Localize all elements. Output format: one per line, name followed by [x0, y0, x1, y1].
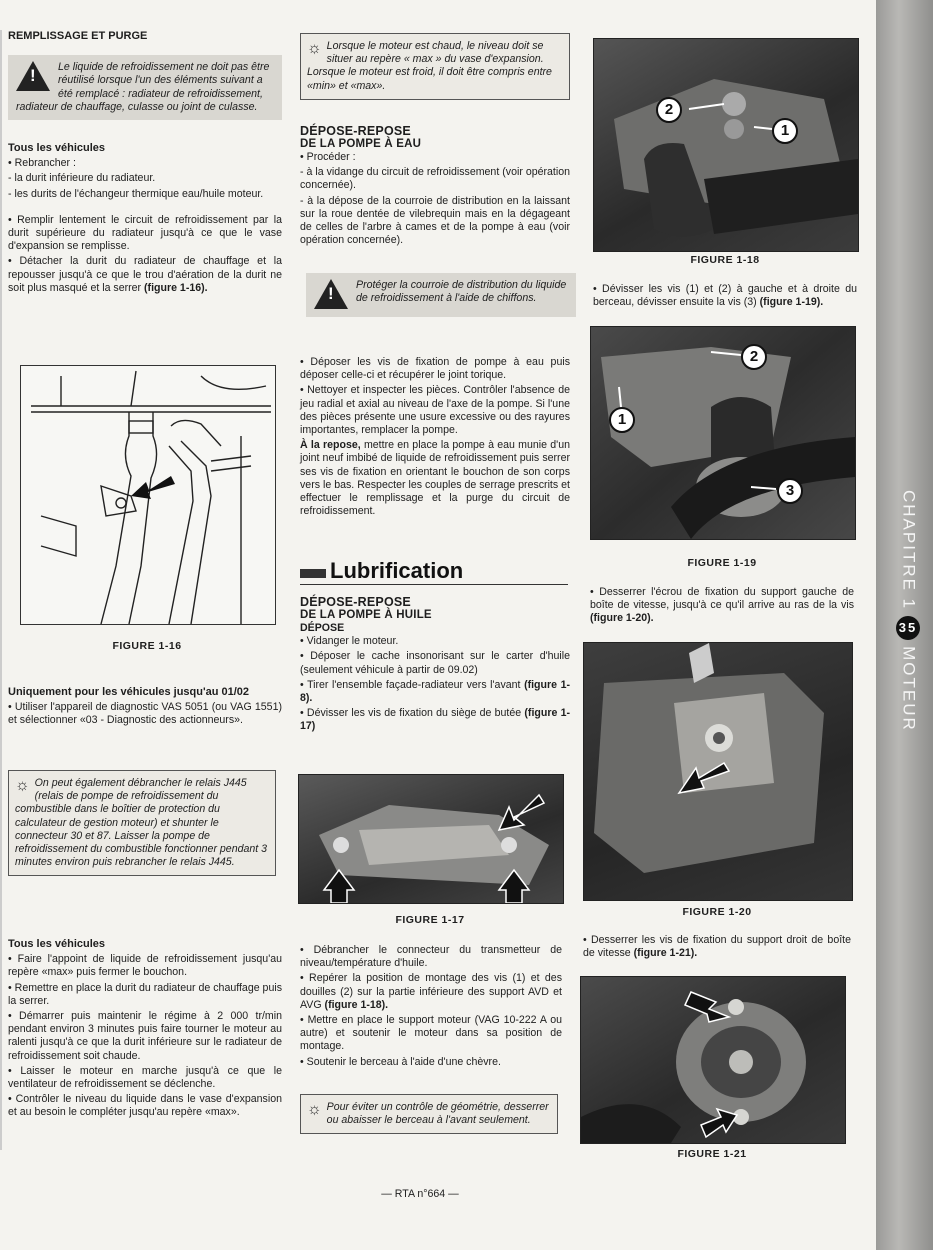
column-left-lower	[8, 686, 282, 730]
figure-ref: (figure 1-16).	[144, 281, 208, 294]
paragraph: - à la vidange du circuit de refroidissement (voir opération concernée).	[300, 166, 570, 192]
tip-text: On peut également débrancher le relais J445 (relais de pompe de refroidissement du combustible dans le boîtier de protection du calculateur de gestion moteur) et shunter le connecteur 30 et 87. Laisser la pompe de refroidissement du combustible fonctionner pendant 3 minutes environ puis rebrancher le relais J445.	[15, 777, 268, 869]
photo-right-support	[581, 977, 845, 1143]
figure-1-17	[298, 774, 564, 904]
callout-2: 2	[656, 97, 682, 123]
figure-caption: FIGURE 1-20	[682, 906, 752, 918]
paragraph	[593, 283, 857, 309]
paragraph-text: • Repérer la position de montage des vis (1) et des douilles (2) sur la partie inférieure des support AVD et AVG	[300, 972, 562, 1011]
photo-subframe-bolts	[591, 327, 855, 539]
section-label: MOTEUR	[899, 646, 919, 732]
paragraph: • Déposer les vis de fixation de pompe à eau puis déposer celle-ci et récupérer le joint torique.	[300, 356, 570, 382]
sun-tip-icon: ☼	[307, 1101, 322, 1118]
lubrification-title: Lubrification	[330, 558, 464, 583]
figure-caption: FIGURE 1-16	[112, 640, 182, 652]
figure-caption: FIGURE 1-18	[690, 254, 760, 266]
heading-bar	[300, 569, 326, 578]
figure-1-16	[20, 365, 276, 625]
chapter-sidebar	[876, 0, 933, 1250]
callout-1: 1	[609, 407, 635, 433]
chapter-tab	[896, 490, 920, 732]
tip-box	[300, 33, 570, 100]
warning-text: Le liquide de refroidissement ne doit pas être réutilisé lorsque l'un des éléments suivant a été remplacé : radiateur de refroidissement, radiateur de chauffage, culasse ou joint de culasse.	[16, 61, 270, 113]
figure-ref: (figure 1-18).	[324, 998, 389, 1011]
paragraph-text: • Détacher la durit du radiateur de chauffage et la repousser jusqu'à ce que le trou d'aération de la durit ne soit plus masqué et la serrer	[8, 255, 282, 294]
pointer-arrow-icon	[499, 795, 544, 830]
sun-tip-icon: ☼	[307, 40, 322, 57]
subheading: DÉPOSE	[300, 622, 345, 634]
paragraph: • Contrôler le niveau du liquide dans le vase d'expansion et au besoin le compléter jusqu'au repère «max».	[8, 1093, 282, 1119]
lubrification-heading	[300, 558, 568, 585]
callout-3: 3	[777, 478, 803, 504]
paragraph-text: • Desserrer l'écrou de fixation du support gauche de boîte de vitesse, jusqu'à ce qu'il arrive au ras de la vis	[590, 586, 854, 612]
column-right-2	[590, 586, 854, 628]
paragraph	[583, 934, 851, 960]
paragraph: • Nettoyer et inspecter les pièces. Contrôler l'absence de jeu radial et axial au niveau de l'axe de la pompe. Si l'une des pièces présente une usure excessive ou des rayures importantes, remplacer la pompe.	[300, 384, 570, 437]
column-right	[593, 283, 857, 311]
subheading: Uniquement pour les véhicules jusqu'au 01/02	[8, 686, 250, 698]
subheading: Tous les véhicules	[8, 142, 106, 155]
paragraph	[300, 972, 562, 1012]
callout-1: 1	[772, 118, 798, 144]
radiator-hose-drawing	[21, 366, 275, 624]
paragraph: • Mettre en place le support moteur (VAG 10-222 A ou autre) et soutenir le moteur dans sa position de montage.	[300, 1014, 562, 1053]
paragraph: • Soutenir le berceau à l'aide d'une chèvre.	[300, 1055, 501, 1068]
paragraph: - la durit inférieure du radiateur.	[8, 172, 156, 185]
paragraph-text: • Dévisser les vis (1) et (2) à gauche et à droite du berceau, dévisser ensuite la vis (3)	[593, 283, 857, 309]
tip-text: Lorsque le moteur est chaud, le niveau doit se situer au repère « max » du vase d'expansion. Lorsque le moteur est froid, il doit être compris entre «min» et «max».	[307, 40, 552, 92]
paragraph	[300, 439, 570, 518]
paragraph-text: mettre en place la pompe à eau munie d'un joint neuf imbibé de liquide de refroidissement puis serrer ses vis de fixation en orientant le bouchon de son corps vers le bas. Respecter les couples de serrage prescrits et effectuer le remplissage et la purge du circuit de refroidissement.	[300, 439, 570, 518]
emphasis: À la repose,	[300, 439, 361, 452]
paragraph	[300, 707, 570, 733]
warning-box	[306, 273, 576, 317]
pointer-arrow-icon	[701, 1109, 737, 1137]
tip-box	[300, 1094, 558, 1134]
tip-box	[8, 770, 276, 876]
paragraph-text: • Desserrer les vis de fixation du support droit de boîte de vitesse	[583, 934, 851, 960]
figure-ref: (figure 1-19).	[759, 296, 824, 309]
column-right-3	[583, 934, 851, 962]
figure-caption: FIGURE 1-21	[677, 1148, 747, 1160]
page-edge	[0, 30, 2, 1150]
paragraph: • Débrancher le connecteur du transmetteur de niveau/température d'huile.	[300, 944, 562, 970]
pointer-arrow-icon	[131, 476, 175, 499]
paragraph	[300, 679, 570, 705]
paragraph: • Démarrer puis maintenir le régime à 2 000 tr/min pendant environ 3 minutes puis faire tourner le moteur au ralenti jusqu'à ce que la durit inférieure sur le radiateur de refroidissement soit chaude.	[8, 1010, 282, 1062]
figure-ref: (figure 1-21).	[633, 947, 698, 960]
figure-1-21	[580, 976, 846, 1144]
subheading: Tous les véhicules	[8, 938, 106, 950]
paragraph: • Remettre en place la durit du radiateur de chauffage puis la serrer.	[8, 981, 282, 1007]
figure-ref: (figure 1-17)	[300, 707, 570, 733]
warning-box	[8, 55, 282, 120]
photo-gearbox-support	[584, 643, 852, 900]
paragraph: • Déposer le cache insonorisant sur le carter d'huile (seulement véhicule à partir de 09.02)	[300, 650, 570, 676]
paragraph: - à la dépose de la courroie de distribution en la laissant sur la roue dentée de vilebrequin mais en la dégageant de celles de l'arbre à cames et de la pompe à eau (voir opération concernée).	[300, 194, 570, 247]
page-number: 35	[896, 616, 920, 640]
paragraph: • Rebrancher :	[8, 157, 76, 170]
sun-tip-icon: ☼	[15, 777, 30, 794]
figure-caption: FIGURE 1-17	[395, 914, 465, 926]
photo-subframe	[299, 775, 563, 903]
column-middle	[300, 125, 570, 249]
paragraph	[8, 255, 282, 295]
paragraph	[590, 586, 854, 626]
figure-ref: (figure 1-8).	[300, 678, 571, 705]
section-title: DE LA POMPE À EAU	[300, 138, 422, 150]
column-middle-2	[300, 356, 570, 520]
warning-text: Protéger la courroie de distribution du liquide de refroidissement à l'aide de chiffons.	[356, 279, 567, 305]
paragraph: • Faire l'appoint de liquide de refroidissement jusqu'au repère «max» puis fermer le bouchon.	[8, 953, 282, 979]
section-heading: REMPLISSAGE ET PURGE	[8, 30, 148, 42]
column-left	[8, 30, 282, 297]
page-footer: — RTA n°664 —	[381, 1188, 459, 1200]
figure-1-20	[583, 642, 853, 901]
chapter-label: CHAPITRE 1	[899, 490, 919, 611]
paragraph: - les durits de l'échangeur thermique eau/huile moteur.	[8, 187, 264, 200]
paragraph-text: • Tirer l'ensemble façade-radiateur vers l'avant	[300, 678, 521, 691]
column-middle-4	[300, 944, 562, 1071]
figure-ref: (figure 1-20).	[590, 612, 654, 625]
paragraph: • Procéder :	[300, 151, 356, 163]
figure-1-19	[590, 326, 856, 540]
column-left-bottom	[8, 938, 282, 1122]
figure-1-18	[593, 38, 859, 252]
callout-2: 2	[741, 344, 767, 370]
warning-triangle-icon: !	[314, 279, 348, 309]
paragraph: • Vidanger le moteur.	[300, 635, 399, 648]
warning-triangle-icon: !	[16, 61, 50, 91]
tip-text: Pour éviter un contrôle de géométrie, desserrer ou abaisser le berceau à l'avant seulement.	[326, 1101, 549, 1127]
figure-caption: FIGURE 1-19	[687, 557, 757, 569]
section-title: DE LA POMPE À HUILE	[300, 609, 432, 621]
paragraph-text: • Dévisser les vis de fixation du siège de butée	[300, 707, 522, 720]
section-title: DÉPOSE-REPOSE	[300, 595, 411, 609]
paragraph: • Laisser le moteur en marche jusqu'à ce que le ventilateur de refroidissement se déclenche.	[8, 1064, 282, 1091]
paragraph: • Remplir lentement le circuit de refroidissement par la durit supérieure du radiateur jusqu'à ce que le vase d'expansion se remplisse.	[8, 213, 282, 253]
section-title: DÉPOSE-REPOSE	[300, 124, 411, 138]
paragraph: • Utiliser l'appareil de diagnostic VAS 5051 (ou VAG 1551) et sélectionner «03 - Diagnostic des actionneurs».	[8, 701, 282, 727]
column-middle-3	[300, 596, 570, 736]
photo-mount	[594, 39, 858, 251]
